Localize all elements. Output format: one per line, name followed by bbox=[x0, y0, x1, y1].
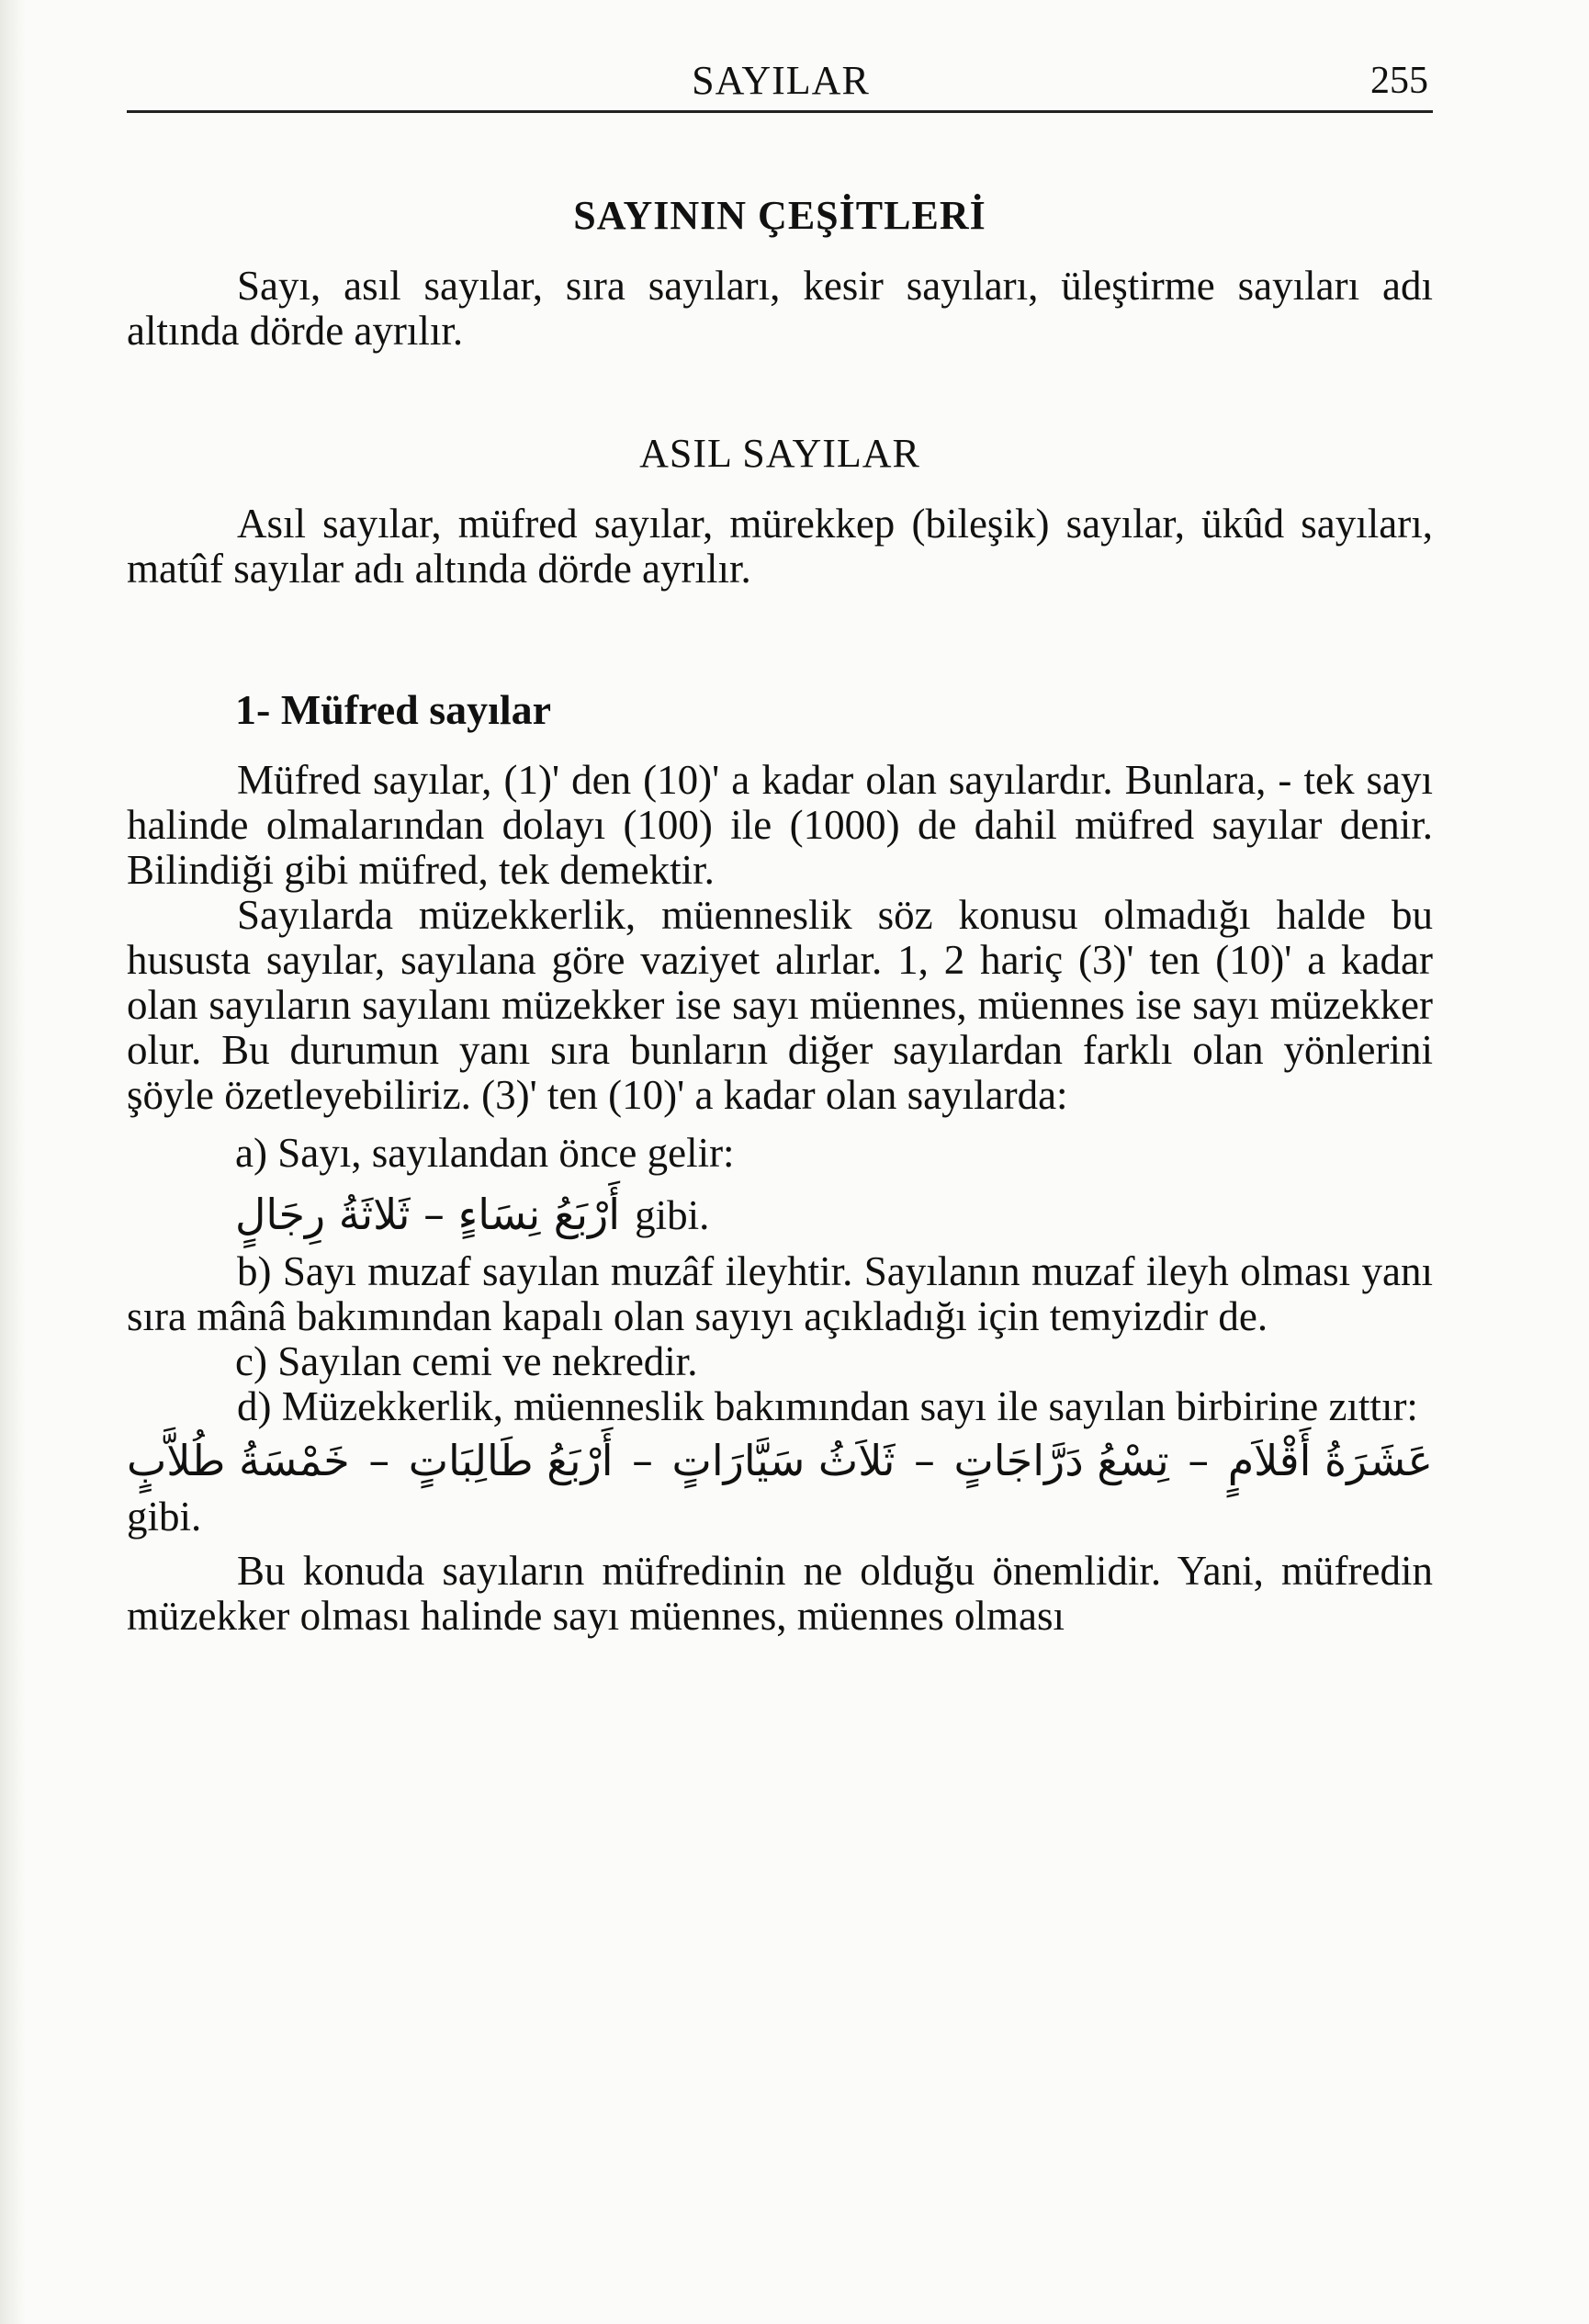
section-heading-asil-sayilar: ASIL SAYILAR bbox=[639, 431, 920, 476]
arabic-word: عَشَرَةُ أَقْلاَمٍ bbox=[1227, 1436, 1433, 1485]
header-rule bbox=[127, 110, 1433, 113]
separator: – bbox=[1188, 1436, 1210, 1485]
section-heading-sayinin-cesitleri: SAYININ ÇEŞİTLERİ bbox=[573, 193, 986, 238]
gibi-label: gibi. bbox=[127, 1494, 202, 1540]
arabic-word: ثَلاَثُ سَيَّارَاتٍ bbox=[671, 1436, 896, 1485]
page-number: 255 bbox=[1370, 60, 1428, 102]
paragraph-mufred-definition: Müfred sayılar, (1)' den (10)' a kadar olan sayılardır. Bunlara, - tek sayı halinde olmalarından dolayı (100) ile (1000) de dahil müfred sayılar denir. Bilindiği gibi müfred, tek demektir. bbox=[127, 757, 1433, 893]
arabic-word: أَرْبَعُ طَالِبَاتٍ bbox=[408, 1436, 614, 1485]
list-item-b: b) Sayı muzaf sayılan muzâf ileyhtir. Sayılanın muzaf ileyh olması yanı sıra mânâ bakımından kapalı olan sayıyı açıkladığı için temyizdir de. bbox=[127, 1248, 1433, 1339]
subheading-mufred-sayilar: 1- Müfred sayılar bbox=[235, 686, 552, 733]
list-item-d: d) Müzekkerlik, müenneslik bakımından sayı ile sayılan birbirine zıttır: bbox=[237, 1383, 1418, 1429]
arabic-example-d bbox=[127, 1438, 1433, 1484]
paragraph-asil-sayilar: Asıl sayılar, müfred sayılar, mürekkep (bileşik) sayılar, ükûd sayıları, matûf sayılar adı altında dörde ayrılır. bbox=[127, 501, 1433, 592]
gibi-label: gibi. bbox=[635, 1192, 710, 1238]
paragraph-muzekkerlik: Sayılarda müzekkerlik, müenneslik söz konusu olmadığı halde bu hususta sayılar, sayılana göre vaziyet alırlar. 1, 2 hariç (3)' ten (10)' a kadar olan sayıların sayılanı müzekker ise sayı müennes, müennes ise sayı müzekker olur. Bu durumun yanı sıra bunların diğer sayılardan farklı olan yönlerini şöyle özetleyebiliriz. (3)' ten (10)' a kadar olan sayılarda: bbox=[127, 892, 1433, 1118]
scan-edge bbox=[0, 0, 26, 2324]
list-item-a: a) Sayı, sayılandan önce gelir: bbox=[235, 1130, 735, 1176]
separator: – bbox=[913, 1436, 935, 1485]
paragraph-mufred-onem: Bu konuda sayıların müfredinin ne olduğu önemlidir. Yani, müfredin müzekker olması halinde sayı müennes, müennes olması bbox=[127, 1548, 1433, 1639]
separator: – bbox=[368, 1436, 390, 1485]
page-body bbox=[127, 193, 1433, 1639]
arabic-example-a bbox=[235, 1192, 1433, 1238]
separator: – bbox=[632, 1436, 654, 1485]
arabic-word: تِسْعُ دَرَّاجَاتٍ bbox=[953, 1436, 1169, 1485]
paragraph-sayi-types: Sayı, asıl sayılar, sıra sayıları, kesir sayıları, üleştirme sayıları adı altında dörde ayrılır. bbox=[127, 263, 1433, 354]
running-header-title: SAYILAR bbox=[692, 58, 870, 103]
arabic-text: أَرْبَعُ نِسَاءٍ – ثَلاثَةُ رِجَالٍ bbox=[235, 1190, 621, 1239]
arabic-word: خَمْسَةُ طُلاَّبٍ bbox=[127, 1436, 350, 1485]
list-item-c: c) Sayılan cemi ve nekredir. bbox=[235, 1338, 698, 1384]
